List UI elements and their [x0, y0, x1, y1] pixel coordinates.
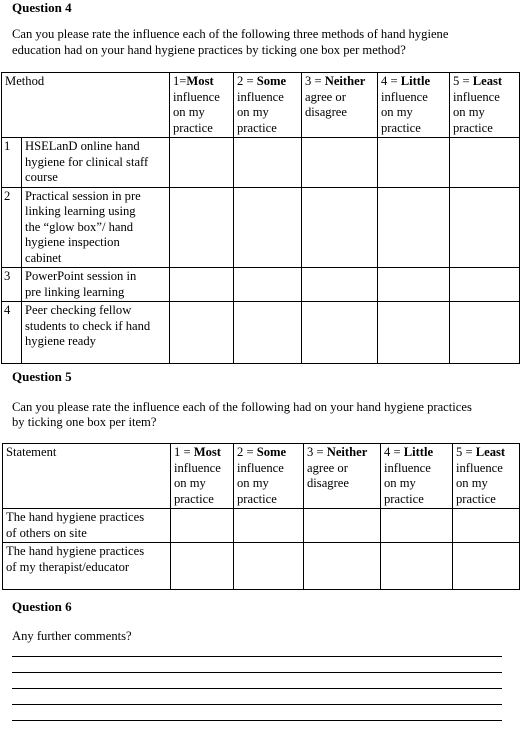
row-line: of others on site [6, 525, 87, 540]
q5-scale-4 [381, 444, 453, 509]
row-line: The hand hygiene practices [6, 544, 145, 558]
q5-prompt-line2: by ticking one box per item? [12, 415, 157, 429]
scale-line: on my [237, 105, 269, 119]
row-line: pre linking learning [25, 284, 125, 299]
scale-line: on my [453, 105, 485, 119]
q4-scale-4 [378, 73, 450, 138]
tick-box-most[interactable] [170, 268, 234, 302]
tick-box-some[interactable] [234, 138, 302, 188]
tick-box-neither[interactable] [302, 138, 378, 188]
scale-num: 3 = [305, 74, 322, 88]
row-method [22, 302, 170, 364]
scale-line: practice [237, 491, 277, 506]
tick-box-least[interactable] [450, 302, 520, 364]
scale-line: agree or [307, 460, 348, 475]
scale-bold: Most [193, 445, 221, 459]
scale-bold: Most [186, 74, 214, 88]
tick-box-little[interactable] [378, 302, 450, 364]
tick-box-least[interactable] [450, 268, 520, 302]
q4-scale-2 [234, 73, 302, 138]
scale-line: practice [453, 120, 493, 135]
row-number: 3 [2, 268, 22, 302]
q6-heading: Question 6 [12, 599, 72, 614]
q4-scale-3 [302, 73, 378, 138]
q4-header-row [2, 73, 520, 138]
scale-line: on my [174, 476, 206, 490]
tick-box-most[interactable] [171, 509, 234, 543]
row-line: hygiene inspection [25, 235, 120, 249]
comment-line[interactable] [12, 656, 502, 657]
scale-line: practice [173, 120, 213, 135]
row-method [22, 187, 170, 268]
q5-statement-header [3, 444, 171, 509]
tick-box-most[interactable] [170, 138, 234, 188]
scale-num: 2 = [237, 74, 254, 88]
scale-num: 4 = [384, 445, 401, 459]
row-statement [3, 543, 171, 590]
q5-scale-2 [234, 444, 304, 509]
scale-bold: Little [403, 445, 434, 459]
tick-box-little[interactable] [378, 187, 450, 268]
row-number: 4 [2, 302, 22, 364]
scale-line: on my [173, 105, 205, 119]
q4-scale-1 [170, 73, 234, 138]
scale-line: practice [381, 120, 421, 135]
scale-line: influence [237, 460, 284, 475]
tick-box-least[interactable] [450, 138, 520, 188]
scale-bold: Some [256, 445, 287, 459]
tick-box-most[interactable] [171, 543, 234, 590]
tick-box-neither[interactable] [302, 187, 378, 268]
row-statement [3, 509, 171, 543]
q4-heading: Question 4 [12, 0, 72, 15]
comment-line[interactable] [12, 704, 502, 705]
row-line: PowerPoint session in [25, 269, 137, 283]
scale-bold: Some [256, 74, 287, 88]
tick-box-neither[interactable] [304, 509, 381, 543]
scale-line: on my [381, 105, 413, 119]
row-method [22, 138, 170, 188]
scale-line: influence [456, 460, 503, 475]
scale-num: 1= [173, 74, 187, 88]
scale-line: on my [456, 476, 488, 490]
q4-prompt-line2: education had on your hand hygiene practices by ticking one box per method? [12, 43, 406, 57]
row-line: hygiene ready [25, 334, 96, 348]
scale-line: on my [384, 476, 416, 490]
comment-line[interactable] [12, 688, 502, 689]
scale-line: on my [237, 476, 269, 490]
q4-scale-5 [450, 73, 520, 138]
scale-line: disagree [305, 105, 347, 119]
tick-box-most[interactable] [170, 302, 234, 364]
table-row [2, 187, 520, 268]
row-line: the “glow box”/ hand [25, 219, 134, 234]
scale-line: practice [237, 120, 277, 135]
scale-num: 2 = [237, 445, 254, 459]
tick-box-least[interactable] [453, 543, 520, 590]
scale-line: influence [381, 89, 428, 104]
q5-scale-5 [453, 444, 520, 509]
scale-num: 1 = [174, 445, 191, 459]
q5-prompt-line1: Can you please rate the influence each of the following had on your hand hygiene practices [12, 400, 472, 414]
q5-heading: Question 5 [12, 369, 72, 384]
row-line: Peer checking fellow [25, 303, 132, 317]
tick-box-neither[interactable] [302, 302, 378, 364]
scale-line: practice [174, 491, 214, 506]
tick-box-some[interactable] [234, 509, 304, 543]
q4-table [1, 72, 520, 364]
row-line: Practical session in pre [25, 188, 141, 203]
tick-box-some[interactable] [234, 187, 302, 268]
table-row [2, 268, 520, 302]
row-line: students to check if hand [25, 318, 151, 333]
tick-box-little[interactable] [381, 543, 453, 590]
scale-line: influence [237, 89, 284, 104]
scale-line: disagree [307, 476, 349, 490]
row-method [22, 268, 170, 302]
row-line: The hand hygiene practices [6, 510, 145, 524]
method-label: Method [5, 74, 45, 88]
row-line: hygiene for clinical staff [25, 154, 149, 169]
tick-box-neither[interactable] [304, 543, 381, 590]
tick-box-least[interactable] [453, 509, 520, 543]
q6-prompt: Any further comments? [12, 629, 132, 643]
tick-box-little[interactable] [381, 509, 453, 543]
row-number: 1 [2, 138, 22, 188]
comment-line[interactable] [12, 672, 502, 673]
tick-box-neither[interactable] [302, 268, 378, 302]
tick-box-some[interactable] [234, 302, 302, 364]
scale-line: influence [453, 89, 500, 104]
statement-label: Statement [6, 445, 57, 459]
table-row [3, 509, 520, 543]
tick-box-most[interactable] [170, 187, 234, 268]
q4-method-header [2, 73, 170, 138]
comment-line[interactable] [12, 720, 502, 721]
scale-bold: Neither [326, 445, 368, 459]
scale-line: agree or [305, 89, 346, 104]
scale-bold: Little [400, 74, 431, 88]
table-row [2, 138, 520, 188]
scale-bold: Least [475, 445, 506, 459]
scale-num: 5 = [453, 74, 470, 88]
scale-line: influence [384, 460, 431, 475]
row-line: cabinet [25, 250, 62, 265]
scale-line: practice [384, 491, 424, 506]
q4-prompt-line1: Can you please rate the influence each of the following three methods of hand hygiene [12, 27, 449, 41]
scale-line: influence [174, 460, 221, 475]
row-line: linking learning using [25, 204, 136, 218]
scale-line: practice [456, 491, 496, 506]
tick-box-least[interactable] [450, 187, 520, 268]
scale-num: 3 = [307, 445, 324, 459]
tick-box-some[interactable] [234, 268, 302, 302]
row-number: 2 [2, 187, 22, 268]
table-row [2, 302, 520, 364]
tick-box-some[interactable] [234, 543, 304, 590]
row-line: HSELanD online hand [25, 139, 140, 153]
tick-box-little[interactable] [378, 268, 450, 302]
table-row [3, 543, 520, 590]
tick-box-little[interactable] [378, 138, 450, 188]
scale-bold: Least [472, 74, 503, 88]
q5-scale-1 [171, 444, 234, 509]
q5-header-row [3, 444, 520, 509]
scale-num: 5 = [456, 445, 473, 459]
scale-bold: Neither [324, 74, 366, 88]
scale-num: 4 = [381, 74, 398, 88]
row-line: of my therapist/educator [6, 559, 130, 574]
q5-scale-3 [304, 444, 381, 509]
row-line: course [25, 170, 58, 184]
q5-table [2, 443, 520, 590]
scale-line: influence [173, 89, 220, 104]
